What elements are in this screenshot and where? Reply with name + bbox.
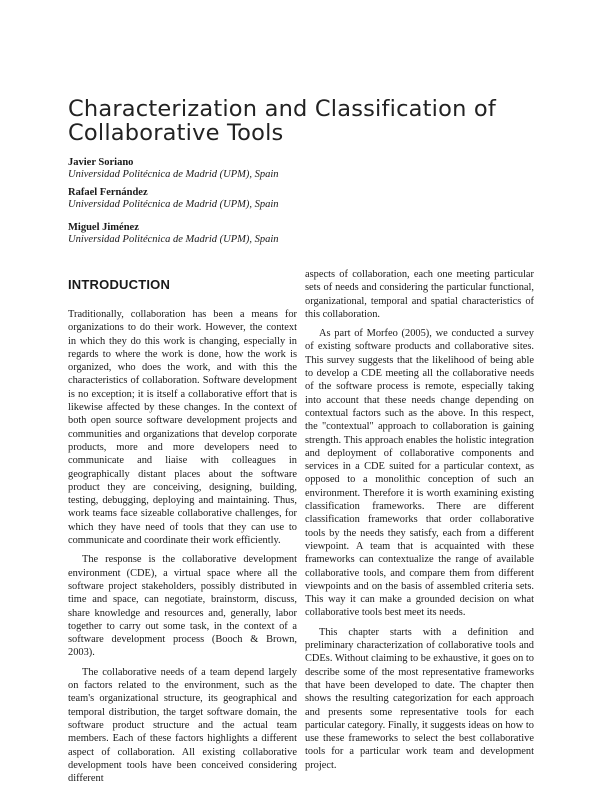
author-affiliation: Universidad Politécnica de Madrid (UPM), Spain [68, 199, 279, 210]
author-name: Javier Soriano [68, 157, 134, 168]
body-paragraph: Traditionally, collaboration has been a means for organizations to do their work. However, the context in which they do this work is changing, especially in regards to where the work is done, how the work is organized, who does the work, and with this the characteristics of collaboration. Software development is no exception; it is itself a collaborative effort that is likewise affected by these changes. In the context of both open source software development projects and communities and organizations that develop corporate products, more and more developers need to communicate and liaise with colleagues in geographically distant places about the software product they are conceiving, designing, building, testing, debugging, deploying and maintaining. Thus, work teams face sizeable collaborative challenges, for which they have need of tools that they can use to communicate and coordinate their work efficiently. [68, 309, 297, 547]
author-block [68, 157, 548, 181]
body-paragraph: As part of Morfeo (2005), we conducted a survey of existing software products and collaborative sites. This survey suggests that the likelihood of being able to develop a CDE meeting all the collaborative needs of the software process is remote, especially taking into account that these needs change depending on contextual factors such as the above. In this respect, the "contextual" approach to collaboration is gaining strength. This approach enables the holistic integration and deployment of collaborative components and services in a CDE suited for a particular context, as opposed to a monolithic conception of such an environment. Therefore it is worth examining existing classification frameworks. There are different classification frameworks that order collaborative tools by the needs they satisfy, each from a different viewpoint. A team that is acquainted with these frameworks can contextualize the range of available collaborative tools, and compare them from different viewpoints and on the basis of assembled criteria sets. This way it can make a grounded decision on what collaborative tools best meet its needs. [305, 328, 534, 619]
author-affiliation: Universidad Politécnica de Madrid (UPM), Spain [68, 169, 279, 180]
body-paragraph: The collaborative needs of a team depend largely on factors related to the environment, such as the team's organizational structure, its geographical and temporal distribution, the target software domain, the software product structure and the actual team members. Each of these factors highlights a different aspect of collaboration. All existing collaborative development tools have been conceived considering different [68, 666, 297, 785]
left-column [68, 308, 297, 791]
author-affiliation: Universidad Politécnica de Madrid (UPM), Spain [68, 234, 279, 245]
section-heading: INTRODUCTION [68, 277, 171, 292]
author-name: Rafael Fernández [68, 187, 148, 198]
author-block [68, 222, 548, 246]
body-paragraph: aspects of collaboration, each one meeting particular sets of needs and considering the particular functional, organizational, temporal and spatial characteristics of this collaboration. [305, 269, 534, 320]
body-paragraph: The response is the collaborative development environment (CDE), a virtual space where all the software project stakeholders, possibly distributed in time and space, can negotiate, brainstorm, discuss, share knowledge and resources and, generally, labor together to carry out some task, in the context of a software development process (Booch & Brown, 2003). [68, 554, 297, 659]
paper-title: Characterization and Classification of Collaborative Tools [68, 96, 496, 146]
body-paragraph: This chapter starts with a definition and preliminary characterization of collaborative tools and CDEs. Without claiming to be exhaustive, it goes on to describe some of the most representative frameworks that have been developed to date. The chapter then shows the resulting categorization for each approach and presents some representative tools for each particular category. Finally, it suggests ideas on how to use these frameworks to select the best collaborative tools for a particular work team and development project. [305, 626, 534, 771]
right-column [305, 268, 534, 778]
author-name: Miguel Jiménez [68, 222, 139, 233]
author-block [68, 187, 548, 211]
